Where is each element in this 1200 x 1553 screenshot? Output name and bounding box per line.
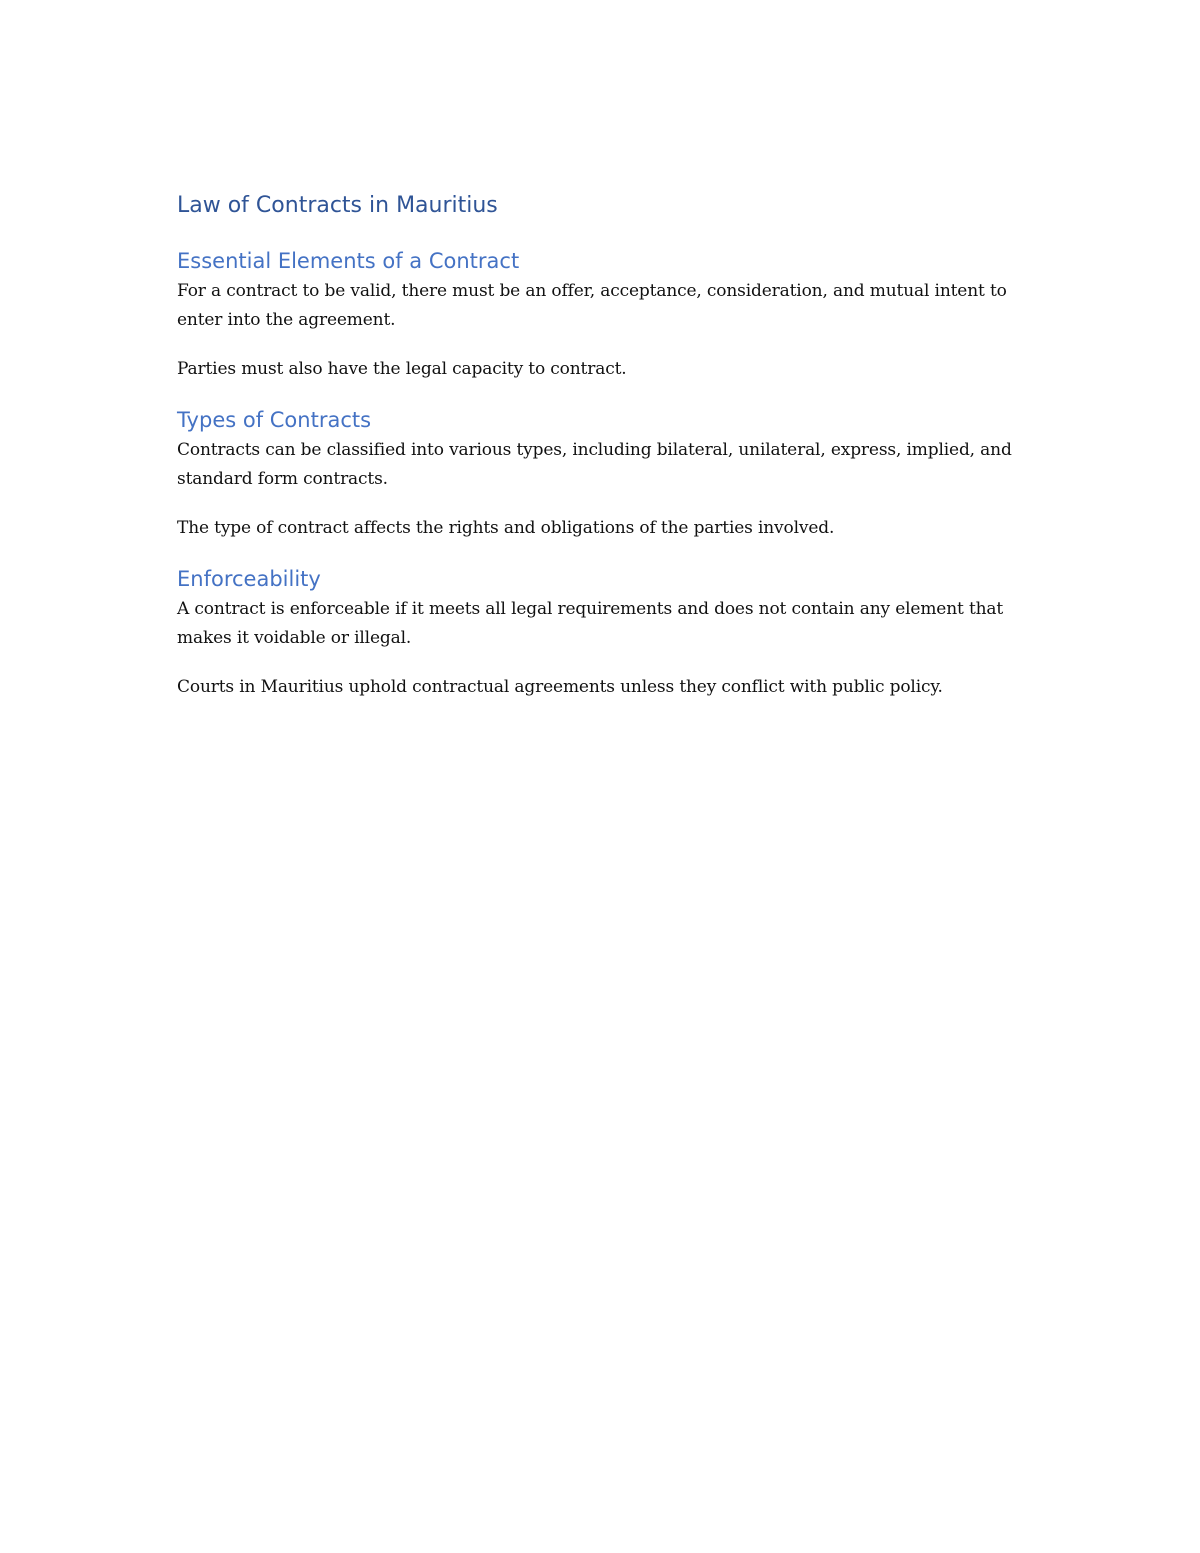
paragraph: A contract is enforceable if it meets all legal requirements and does not contain any element that makes it voidable or illegal. <box>177 599 1004 648</box>
document-body <box>177 189 1037 702</box>
paragraph: Contracts can be classified into various types, including bilateral, unilateral, express, implied, and standard form contracts. <box>177 440 1012 489</box>
document-title: Law of Contracts in Mauritius <box>177 193 498 218</box>
paragraph: Courts in Mauritius uphold contractual agreements unless they conflict with public policy. <box>177 677 943 697</box>
paragraph: Parties must also have the legal capacity to contract. <box>177 359 627 379</box>
section-heading: Types of Contracts <box>177 408 372 432</box>
section-essential-elements <box>177 245 1037 384</box>
paragraph: The type of contract affects the rights and obligations of the parties involved. <box>177 518 835 538</box>
section-types-of-contracts <box>177 404 1037 543</box>
section-enforceability <box>177 563 1037 702</box>
paragraph: For a contract to be valid, there must be an offer, acceptance, consideration, and mutual intent to enter into the agreement. <box>177 281 1007 330</box>
section-heading: Essential Elements of a Contract <box>177 249 520 273</box>
section-heading: Enforceability <box>177 567 321 591</box>
